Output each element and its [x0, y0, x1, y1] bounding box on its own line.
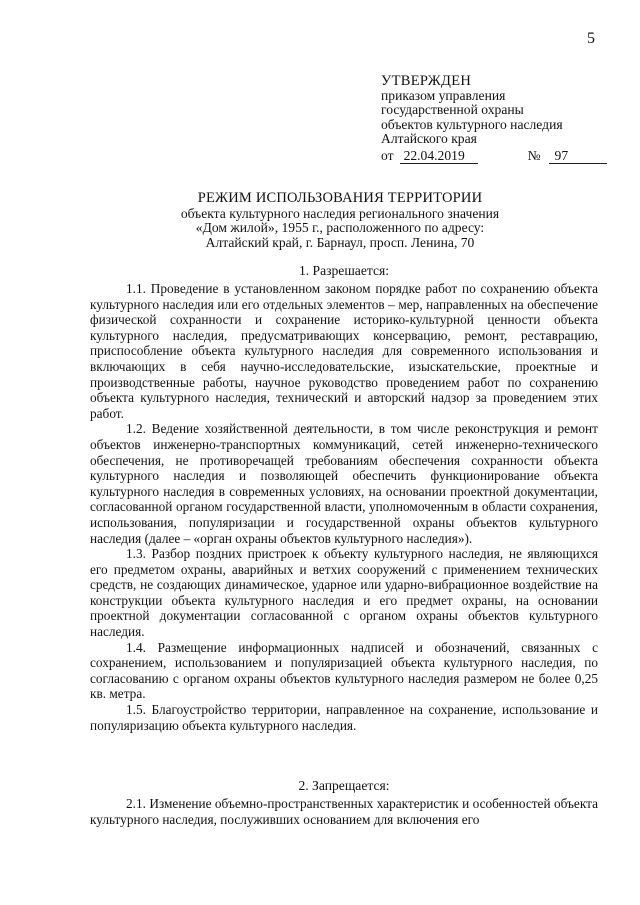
- order-number: 97: [549, 149, 607, 164]
- approval-line: государственной охраны: [381, 102, 524, 117]
- page-number: 5: [587, 30, 595, 47]
- approval-heading: УТВЕРЖДЕН: [381, 73, 472, 89]
- title-line: «Дом жилой», 1955 г., расположенного по адресу:: [195, 220, 485, 236]
- paragraph-1-5: 1.5. Благоустройство территории, направленное на сохранение, использование и популяризацию объекта культурного наследия.: [90, 702, 598, 733]
- section-1-heading: 1. Разрешается:: [298, 263, 390, 278]
- section-2-body: [90, 796, 598, 827]
- section-2-heading: 2. Запрещается:: [298, 778, 390, 793]
- paragraph-2-1: 2.1. Изменение объемно-пространственных характеристик и особенностей объекта культурного наследия, послуживших основанием для включения его: [90, 796, 598, 827]
- approval-line: объектов культурного наследия: [381, 116, 563, 132]
- approval-stamp: [381, 74, 607, 164]
- order-details: [381, 149, 607, 164]
- title-main: РЕЖИМ ИСПОЛЬЗОВАНИЯ ТЕРРИТОРИИ: [197, 190, 483, 206]
- order-date: 22.04.2019: [400, 149, 478, 164]
- date-prefix: от: [381, 147, 394, 163]
- approval-line: Алтайского края: [381, 131, 477, 146]
- document-title: [60, 191, 620, 250]
- title-line: объекта культурного наследия регионального значения: [180, 205, 500, 221]
- paragraph-1-2: 1.2. Ведение хозяйственной деятельности, в том числе реконструкция и ремонт объектов инженерно-транспортных коммуникаций, сетей инженерно-технического обеспечения, не противоречащей требованиям обеспечения сохранности объекта культурного наследия и позволяющей обеспечить функционирование объекта культурного наследия в современных условиях, на основании проектной документации, согласованной органом государственной власти, уполномоченным в области сохранения, использования, популяризации и государственной охраны объектов культурного наследия (далее – «орган охраны объектов культурного наследия»).: [90, 421, 598, 546]
- section-1-body: [90, 281, 598, 733]
- number-prefix: №: [527, 147, 541, 163]
- paragraph-1-3: 1.3. Разбор поздних пристроек к объекту культурного наследия, не являющихся его предметом охраны, аварийных и ветхих сооружений с применением технических средств, не создающих динамическое, ударное или ударно-вибрационное воздействие на конструкции объекта культурного наследия и его предмет охраны, на основании проектной документации согласованной с органом охраны объектов культурного наследия.: [90, 546, 598, 640]
- title-line: Алтайский край, г. Барнаул, просп. Ленина, 70: [205, 234, 475, 250]
- paragraph-1-1: 1.1. Проведение в установленном законом порядке работ по сохранению объекта культурного наследия или его отдельных элементов – мер, направленных на обеспечение физической сохранности и сохранение историко-культурной ценности объекта культурного наследия, предусматривающих консервацию, ремонт, реставрацию, приспособление объекта культурного наследия для современного использования и включающих в себя научно-исследовательские, изыскательские, проектные и производственные работы, научное руководство проведением работ по сохранению объекта культурного наследия, технический и авторский надзор за проведением этих работ.: [90, 281, 598, 421]
- paragraph-1-4: 1.4. Размещение информационных надписей и обозначений, связанных с сохранением, использованием и популяризацией объекта культурного наследия, по согласованию с органом охраны объектов культурного наследия размером не более 0,25 кв. метра.: [90, 639, 598, 702]
- approval-line: приказом управления: [381, 87, 506, 103]
